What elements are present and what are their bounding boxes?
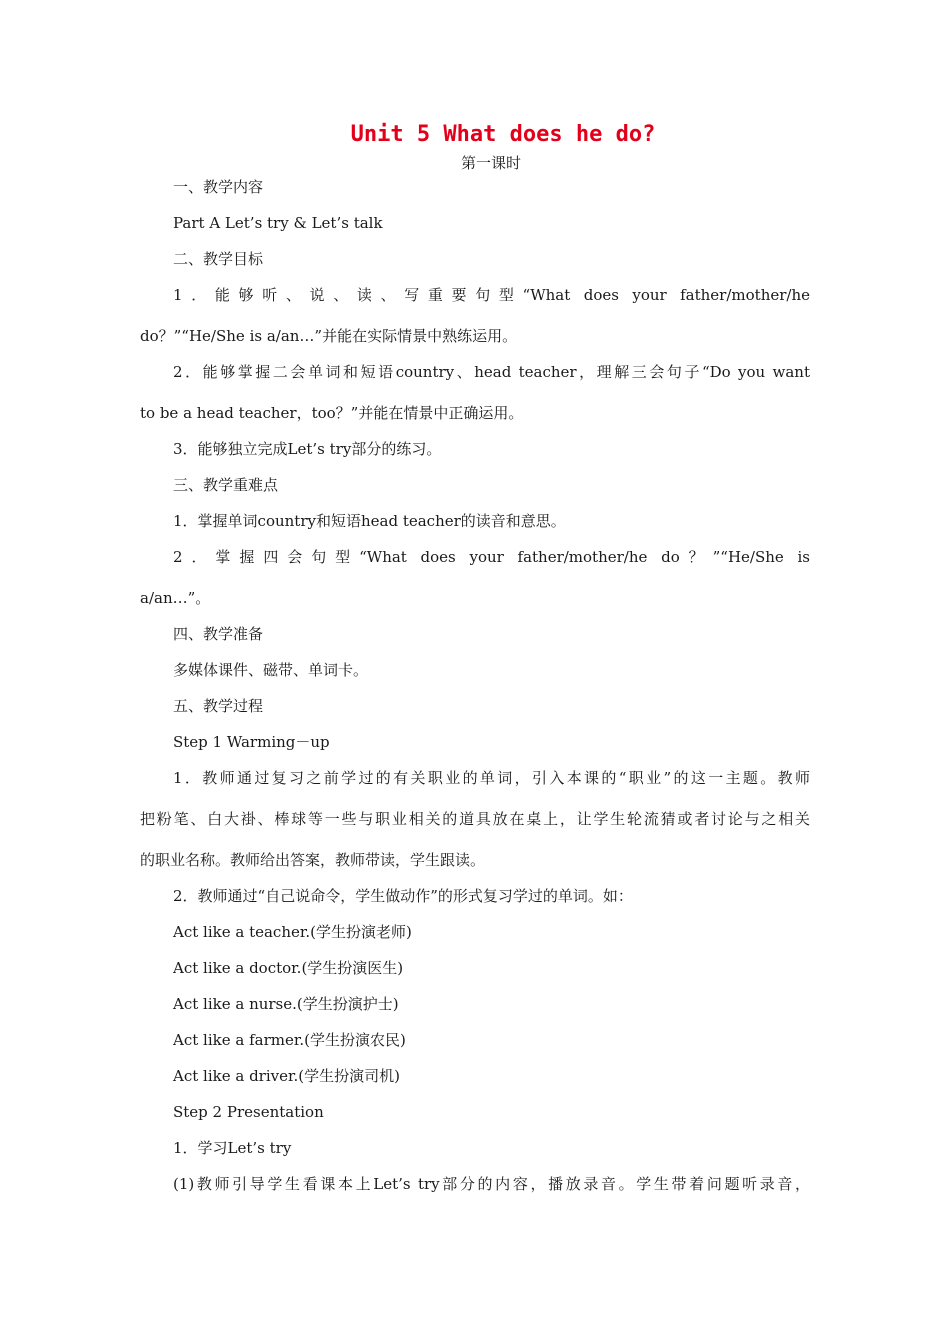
example-line: Act like a farmer.(学生扮演农民)	[173, 1031, 406, 1049]
paragraph: 多媒体课件、磁带、单词卡。	[173, 661, 369, 679]
section-heading: 五、教学过程	[173, 697, 264, 715]
paragraph: 2．掌握四会句型“What does your father/mother/he do？”“He/She is	[173, 548, 810, 566]
paragraph: Part A Let’s try & Let’s talk	[173, 214, 383, 232]
example-line: Act like a teacher.(学生扮演老师)	[173, 923, 412, 941]
example-line: Act like a driver.(学生扮演司机)	[173, 1067, 400, 1085]
paragraph: 1．教师通过复习之前学过的有关职业的单词，引入本课的“职业”的这一主题。教师	[173, 769, 810, 787]
paragraph: 1．掌握单词country和短语head teacher的读音和意思。	[173, 512, 566, 530]
example-line: Act like a nurse.(学生扮演护士)	[173, 995, 399, 1013]
paragraph: 2．教师通过“自己说命令，学生做动作”的形式复习学过的单词。如：	[173, 887, 633, 905]
paragraph: 3．能够独立完成Let’s try部分的练习。	[173, 440, 442, 458]
paragraph: 的职业名称。教师给出答案，教师带读，学生跟读。	[140, 851, 486, 869]
paragraph: 2．能够掌握二会单词和短语country、head teacher，理解三会句子“Do you want	[173, 363, 810, 381]
paragraph: 把粉笔、白大褂、棒球等一些与职业相关的道具放在桌上，让学生轮流猜或者讨论与之相关	[140, 810, 810, 828]
section-heading: 一、教学内容	[173, 178, 264, 196]
section-heading: 四、教学准备	[173, 625, 264, 643]
step-heading: Step 2 Presentation	[173, 1103, 324, 1121]
section-heading: 三、教学重难点	[173, 476, 279, 494]
paragraph: to be a head teacher，too？”并能在情景中正确运用。	[140, 404, 524, 422]
example-line: Act like a doctor.(学生扮演医生)	[173, 959, 404, 977]
paragraph: 1．学习Let’s try	[173, 1139, 292, 1157]
paragraph: do？”“He/She is a/an…”并能在实际情景中熟练运用。	[140, 327, 518, 345]
document-title: Unit 5 What does he do?	[350, 122, 656, 147]
lesson-subtitle: 第一课时	[460, 154, 521, 172]
section-heading: 二、教学目标	[173, 250, 264, 268]
step-heading: Step 1 Warming－up	[173, 733, 330, 751]
paragraph: (1)教师引导学生看课本上Let’s try部分的内容，播放录音。学生带着问题听录音，	[173, 1175, 810, 1193]
paragraph: a/an…”。	[140, 589, 211, 607]
paragraph: 1．能够听、说、读、写重要句型“What does your father/mother/he	[173, 286, 810, 304]
